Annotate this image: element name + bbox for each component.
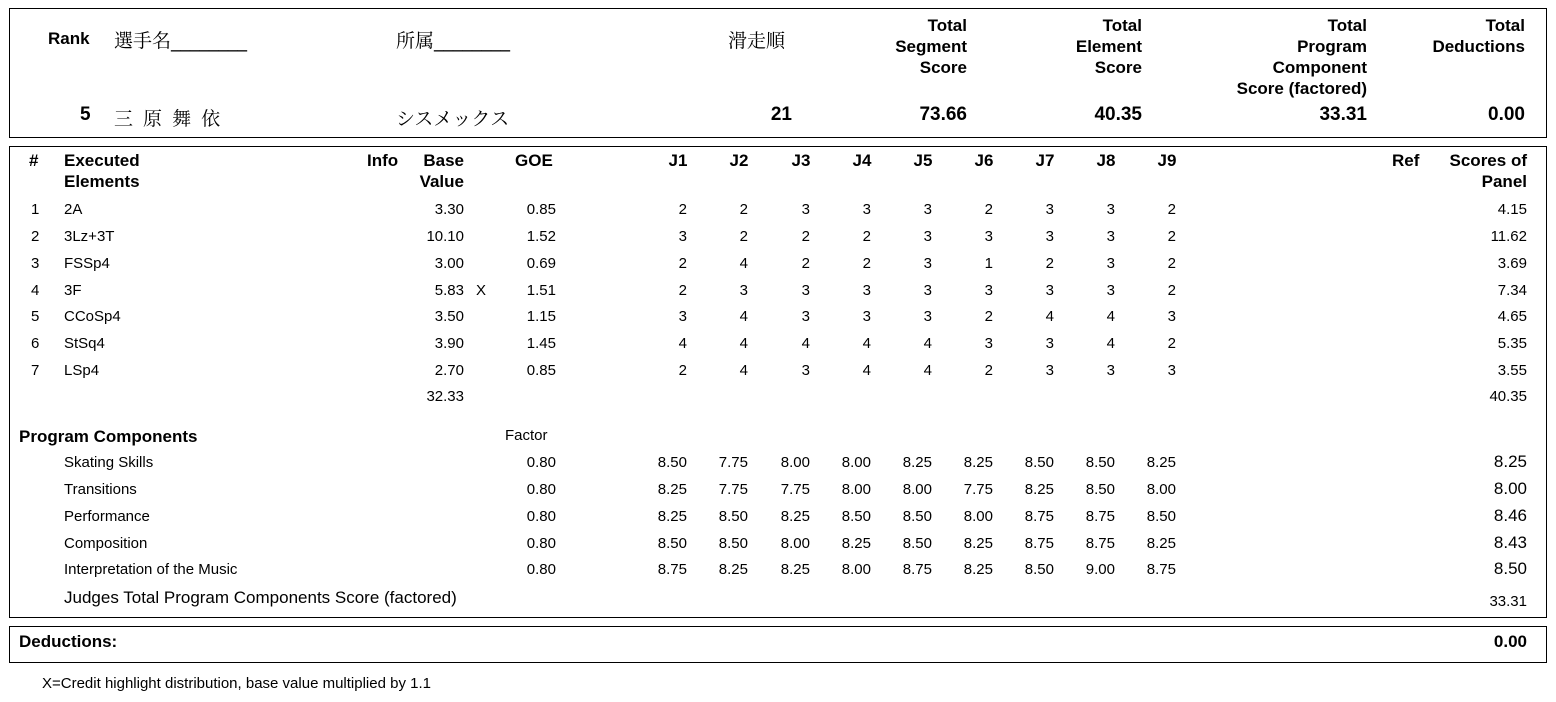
component-judge-score: 8.25 [963,535,993,552]
component-judge-score: 8.25 [780,561,810,578]
component-judge-score: 8.25 [841,535,871,552]
element-judge-score: 2 [984,308,993,325]
element-judge-score: 2 [862,228,871,245]
component-judge-score: 8.50 [718,535,748,552]
element-judge-score: 3 [1167,362,1176,379]
component-judge-score: 9.00 [1085,561,1115,578]
tss-header-line: Score [919,58,967,77]
element-judge-score: 4 [862,335,871,352]
component-judge-score: 8.50 [902,508,932,525]
element-judge-score: 4 [1106,335,1115,352]
tes-header-line: Score [1094,58,1142,77]
deductions-total: 0.00 [1493,632,1527,651]
element-judge-score: 3 [1106,282,1115,299]
element-judge-score: 3 [923,308,932,325]
name-header: 選手名________ [114,30,248,52]
component-panel-score: 8.50 [1493,559,1527,578]
element-base-value: 3.50 [434,308,464,325]
element-judge-score: 4 [1045,308,1054,325]
col-base-line: Base [423,151,464,170]
element-judge-score: 2 [1167,282,1176,299]
element-goe: 1.51 [526,282,556,299]
col-base-header [420,150,464,192]
judge-header-j4: J4 [852,151,872,170]
component-judge-score: 8.50 [1085,481,1115,498]
component-judge-score: 8.50 [841,508,871,525]
element-name: FSSp4 [64,255,110,272]
component-judge-score: 8.25 [963,561,993,578]
element-num: 7 [31,362,40,379]
element-goe: 0.85 [526,362,556,379]
element-judge-score: 3 [1106,201,1115,218]
element-judge-score: 3 [1106,362,1115,379]
tss-value: 73.66 [919,104,967,125]
element-judge-score: 3 [862,282,871,299]
col-ref-header: Ref [1392,151,1420,170]
element-base-value: 10.10 [426,228,464,245]
element-judge-score: 3 [923,255,932,272]
element-panel-score: 5.35 [1497,335,1527,352]
element-judge-score: 2 [1167,201,1176,218]
element-judge-score: 3 [923,282,932,299]
deductions-label: Deductions: [19,632,118,651]
element-panel-score: 7.34 [1497,282,1527,299]
element-num: 2 [31,228,40,245]
component-judge-score: 8.50 [902,535,932,552]
component-judge-score: 8.25 [902,454,932,471]
component-name: Skating Skills [64,454,154,471]
element-name: 2A [64,201,83,218]
element-num: 4 [31,282,40,299]
element-goe: 1.52 [526,228,556,245]
element-judge-score: 2 [739,228,748,245]
element-name: 3F [64,282,82,299]
deductions-value: 0.00 [1488,104,1525,125]
component-judge-score: 8.50 [657,535,687,552]
element-judge-score: 2 [1167,335,1176,352]
element-num: 5 [31,308,40,325]
component-judge-score: 7.75 [718,481,748,498]
element-num: 6 [31,335,40,352]
element-judge-score: 4 [862,362,871,379]
deductions-header [1432,15,1525,57]
col-goe-header: GOE [515,151,553,170]
component-judge-score: 8.75 [1085,508,1115,525]
component-name: Transitions [64,481,137,498]
element-judge-score: 2 [984,201,993,218]
component-judge-score: 8.50 [1146,508,1176,525]
element-judge-score: 3 [801,282,810,299]
element-judge-score: 2 [862,255,871,272]
element-judge-score: 4 [739,255,748,272]
element-judge-score: 3 [862,201,871,218]
judge-header-j6: J6 [974,151,994,170]
element-base-value: 2.70 [434,362,464,379]
component-judge-score: 8.00 [841,454,871,471]
element-judge-score: 2 [801,255,810,272]
order-header: 滑走順 [728,30,786,52]
col-executed-line: Executed [64,151,140,170]
component-judge-score: 8.00 [841,561,871,578]
tss-header-line: Segment [895,37,967,56]
component-judge-score: 8.00 [963,508,993,525]
details-box [9,146,1547,618]
tes-header-line: Element [1075,37,1142,56]
col-num-header: # [29,151,39,170]
pcs-header [1237,15,1367,99]
order-value: 21 [770,104,792,125]
col-panel-header [1450,150,1527,192]
element-base-value: 5.83 [434,282,464,299]
component-panel-score: 8.43 [1493,533,1527,552]
element-judge-score: 3 [923,201,932,218]
component-judge-score: 8.75 [657,561,687,578]
component-name: Performance [64,508,150,525]
element-judge-score: 3 [1106,228,1115,245]
element-judge-score: 3 [984,282,993,299]
element-num: 1 [31,201,40,218]
element-base-value: 3.30 [434,201,464,218]
component-name: Composition [64,535,148,552]
judge-header-j9: J9 [1157,151,1177,170]
element-judge-score: 3 [984,228,993,245]
component-judge-score: 8.00 [780,535,810,552]
component-judge-score: 8.25 [1146,454,1176,471]
components-total-value: 33.31 [1489,593,1527,610]
tes-header [1076,15,1142,78]
element-base-value: 3.90 [434,335,464,352]
component-judge-score: 8.75 [1024,535,1054,552]
rank-header: Rank [48,29,90,48]
pcs-header-line: Program [1297,37,1367,56]
element-judge-score: 2 [678,362,687,379]
col-panel-line: Scores of [1449,151,1527,170]
component-judge-score: 8.25 [1024,481,1054,498]
element-panel-score: 4.15 [1497,201,1527,218]
element-judge-score: 3 [739,282,748,299]
component-panel-score: 8.25 [1493,452,1527,471]
element-name: 3Lz+3T [64,228,115,245]
element-panel-score: 4.65 [1497,308,1527,325]
element-judge-score: 4 [923,362,932,379]
element-judge-score: 3 [1045,228,1054,245]
deductions-header-line: Total [1485,16,1525,35]
element-goe: 1.45 [526,335,556,352]
deductions-header-line: Deductions [1432,37,1525,56]
factor-header: Factor [505,427,548,444]
element-judge-score: 3 [678,228,687,245]
element-judge-score: 2 [984,362,993,379]
element-name: StSq4 [64,335,105,352]
component-factor: 0.80 [526,535,556,552]
components-total-label: Judges Total Program Components Score (factored) [64,588,457,607]
element-judge-score: 3 [678,308,687,325]
pcs-header-line: Component [1272,58,1367,77]
component-judge-score: 8.25 [1146,535,1176,552]
col-info-header: Info [367,151,399,170]
tss-header [895,15,967,78]
element-judge-score: 2 [1045,255,1054,272]
element-judge-score: 4 [923,335,932,352]
element-judge-score: 2 [1167,255,1176,272]
col-base-line: Value [419,172,464,191]
col-panel-line: Panel [1481,172,1527,191]
component-factor: 0.80 [526,508,556,525]
element-judge-score: 3 [862,308,871,325]
judge-header-j3: J3 [791,151,811,170]
component-judge-score: 8.00 [1146,481,1176,498]
element-num: 3 [31,255,40,272]
skater-club: シスメックス [396,108,510,130]
component-judge-score: 8.75 [1085,535,1115,552]
element-judge-score: 4 [801,335,810,352]
element-judge-score: 4 [739,335,748,352]
judge-header-j1: J1 [668,151,688,170]
component-judge-score: 7.75 [718,454,748,471]
element-judge-score: 2 [1167,228,1176,245]
element-base-value: 3.00 [434,255,464,272]
element-goe: 1.15 [526,308,556,325]
component-factor: 0.80 [526,561,556,578]
footnote: X=Credit highlight distribution, base value multiplied by 1.1 [42,675,431,692]
pcs-header-line: Score (factored) [1236,79,1367,98]
element-judge-score: 4 [1106,308,1115,325]
pcs-header-line: Total [1327,16,1367,35]
component-judge-score: 7.75 [780,481,810,498]
skater-name: 三 原 舞 依 [114,108,223,130]
judge-header-j2: J2 [729,151,749,170]
element-goe: 0.69 [526,255,556,272]
tes-header-line: Total [1102,16,1142,35]
component-judge-score: 8.75 [902,561,932,578]
component-judge-score: 8.00 [780,454,810,471]
element-judge-score: 4 [739,362,748,379]
tes-value: 40.35 [1094,104,1142,125]
component-factor: 0.80 [526,454,556,471]
rank-value: 5 [80,104,91,125]
tss-header-line: Total [927,16,967,35]
component-judge-score: 8.00 [841,481,871,498]
element-judge-score: 3 [923,228,932,245]
component-judge-score: 8.00 [902,481,932,498]
component-judge-score: 8.50 [1024,561,1054,578]
col-executed-line: Elements [64,172,140,191]
pcs-value: 33.31 [1319,104,1367,125]
element-judge-score: 3 [801,308,810,325]
component-judge-score: 8.25 [718,561,748,578]
element-judge-score: 2 [801,228,810,245]
panel-total: 40.35 [1489,388,1527,405]
judge-header-j5: J5 [913,151,933,170]
element-judge-score: 3 [984,335,993,352]
component-judge-score: 7.75 [963,481,993,498]
element-judge-score: 2 [739,201,748,218]
element-judge-score: 2 [678,255,687,272]
base-total: 32.33 [426,388,464,405]
element-judge-score: 2 [678,201,687,218]
component-name: Interpretation of the Music [64,561,238,578]
component-judge-score: 8.50 [718,508,748,525]
component-judge-score: 8.25 [657,508,687,525]
element-judge-score: 3 [801,201,810,218]
component-panel-score: 8.00 [1493,479,1527,498]
club-header: 所属________ [396,30,511,52]
element-name: LSp4 [64,362,100,379]
element-goe: 0.85 [526,201,556,218]
col-executed-header [64,150,140,192]
element-judge-score: 3 [1045,282,1054,299]
component-panel-score: 8.46 [1493,506,1527,525]
element-judge-score: 4 [678,335,687,352]
element-judge-score: 3 [1167,308,1176,325]
component-factor: 0.80 [526,481,556,498]
element-info: X [476,282,487,299]
element-judge-score: 3 [1106,255,1115,272]
element-judge-score: 3 [1045,335,1054,352]
element-judge-score: 4 [739,308,748,325]
program-components-title: Program Components [19,427,198,446]
element-judge-score: 3 [1045,362,1054,379]
element-panel-score: 3.55 [1497,362,1527,379]
judge-header-j8: J8 [1096,151,1116,170]
component-judge-score: 8.50 [1024,454,1054,471]
element-panel-score: 3.69 [1497,255,1527,272]
element-judge-score: 3 [1045,201,1054,218]
deductions-box [9,626,1547,663]
element-judge-score: 1 [984,255,993,272]
component-judge-score: 8.50 [657,454,687,471]
component-judge-score: 8.75 [1024,508,1054,525]
component-judge-score: 8.25 [657,481,687,498]
judge-header-j7: J7 [1035,151,1055,170]
component-judge-score: 8.50 [1085,454,1115,471]
element-judge-score: 3 [801,362,810,379]
element-judge-score: 2 [678,282,687,299]
component-judge-score: 8.25 [963,454,993,471]
element-panel-score: 11.62 [1490,228,1527,245]
element-name: CCoSp4 [64,308,121,325]
component-judge-score: 8.25 [780,508,810,525]
component-judge-score: 8.75 [1146,561,1176,578]
